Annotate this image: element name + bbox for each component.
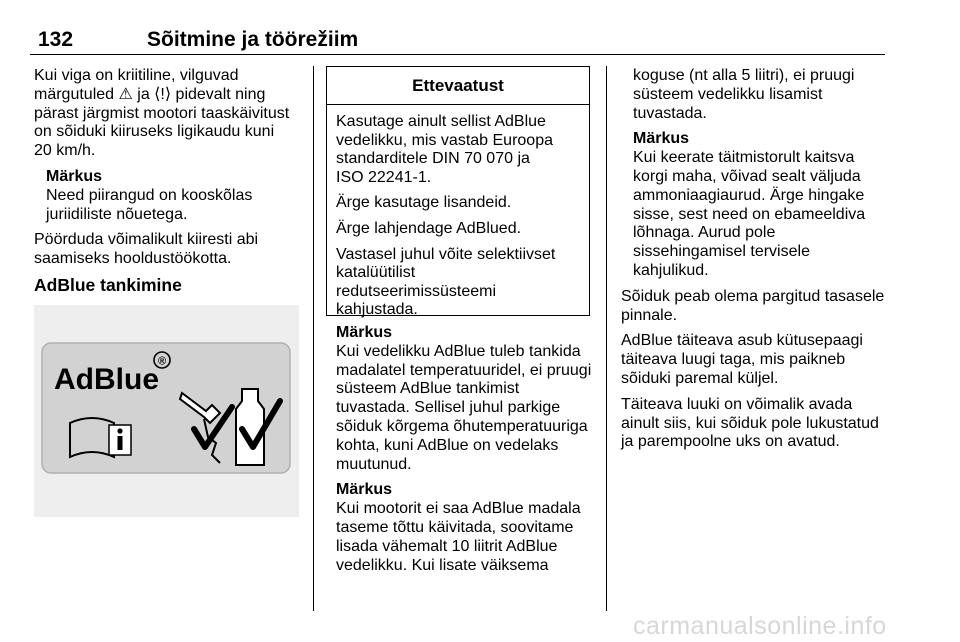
column-divider-left (313, 66, 314, 611)
paragraph-parking: Sõiduk peab olema pargitud tasasele pinnale. (621, 287, 885, 324)
note-low-level: Märkus Kui mootorit ei saa AdBlue madala taseme tõttu käivitada, soovitame lisada vähemalt 10 liitrit AdBlue vedelikku. Kui lisate väiksema (336, 481, 581, 574)
watermark: carmanualsonline.info (633, 612, 887, 640)
note-ammonia: Märkus Kui keerate täitmistorult kaitsva korgi maha, võivad sealt väljuda ammoniaagiaurud. Ärge hingake sisse, sest need on ebameeldiva lõhnaga. Aurud pole sissehingamisel tervisele kahjulikud. (633, 130, 866, 279)
adblue-logo-text: AdBlue (54, 363, 159, 396)
note-label: Märkus (336, 324, 393, 341)
caution-title: Ettevaatust (327, 67, 589, 105)
note-label: Märkus (633, 130, 690, 148)
page-number: 132 (38, 28, 74, 51)
note-legal: Märkus Need piirangud on kooskõlas juriidiliste nõuetega. (46, 167, 253, 223)
note-low-temperature: Märkus Kui vedelikku AdBlue tuleb tankida madalatel temperatuuridel, ei pruugi süsteem AdBlue tankimist tuvastada. Sellisel juhul parkige sõiduk kõrgema õhutemperatuuriga kohta, kuni AdBlue on vedelaks muutunud. (336, 324, 592, 473)
paragraph-filler-flap: Täiteava luuki on võimalik avada ainult siis, kui sõiduk pole lukustatud ja parempoolne uks on avatud. (621, 395, 879, 451)
column-3 (621, 67, 889, 459)
svg-text:®: ® (157, 355, 167, 368)
column-2 (336, 324, 598, 582)
paragraph-workshop: Pöörduda võimalikult kiiresti abi saamiseks hooldustöökotta. (34, 231, 259, 268)
column-divider-right (606, 66, 607, 611)
caution-paragraph: Vastasel juhul võite selektiivset katalüütilist redutseerimissüsteemi kahjustada. (336, 245, 556, 319)
caution-paragraph: Ärge lahjendage AdBlued. (336, 219, 522, 237)
note-label: Märkus (336, 481, 393, 499)
adblue-illustration (34, 305, 299, 517)
header-rule (30, 54, 885, 55)
section-heading: AdBlue tankimine (34, 274, 182, 295)
paragraph-warning-lights: Kui viga on kriitiline, vilguvad märgutuled ⚠ ja ⟨!⟩ pidevalt ning pärast järgmist mootori taaskäivitust on sõiduki kiiruseks ligikaudu kuni 20 km/h. (34, 67, 290, 160)
page-title: Sõitmine ja töörežiim (147, 28, 359, 51)
adblue-figure (34, 305, 299, 517)
note-label: Märkus (46, 167, 103, 185)
page-header (30, 22, 885, 52)
caution-body (327, 105, 589, 320)
caution-box (326, 66, 590, 319)
column-1 (34, 67, 309, 305)
paragraph-filler-location: AdBlue täiteava asub kütusepaagi täiteava luugi taga, mis paikneb sõiduki paremal küljel. (621, 332, 863, 387)
caution-paragraph: Kasutage ainult sellist AdBlue vedelikku, mis vastab Euroopa standarditele DIN 70 070 ja ISO 22241-1. (336, 113, 553, 186)
paragraph-continuation: koguse (nt alla 5 liitri), ei pruugi süsteem vedelikku lisamist tuvastada. (633, 67, 855, 122)
caution-paragraph: Ärge kasutage lisandeid. (336, 194, 512, 212)
